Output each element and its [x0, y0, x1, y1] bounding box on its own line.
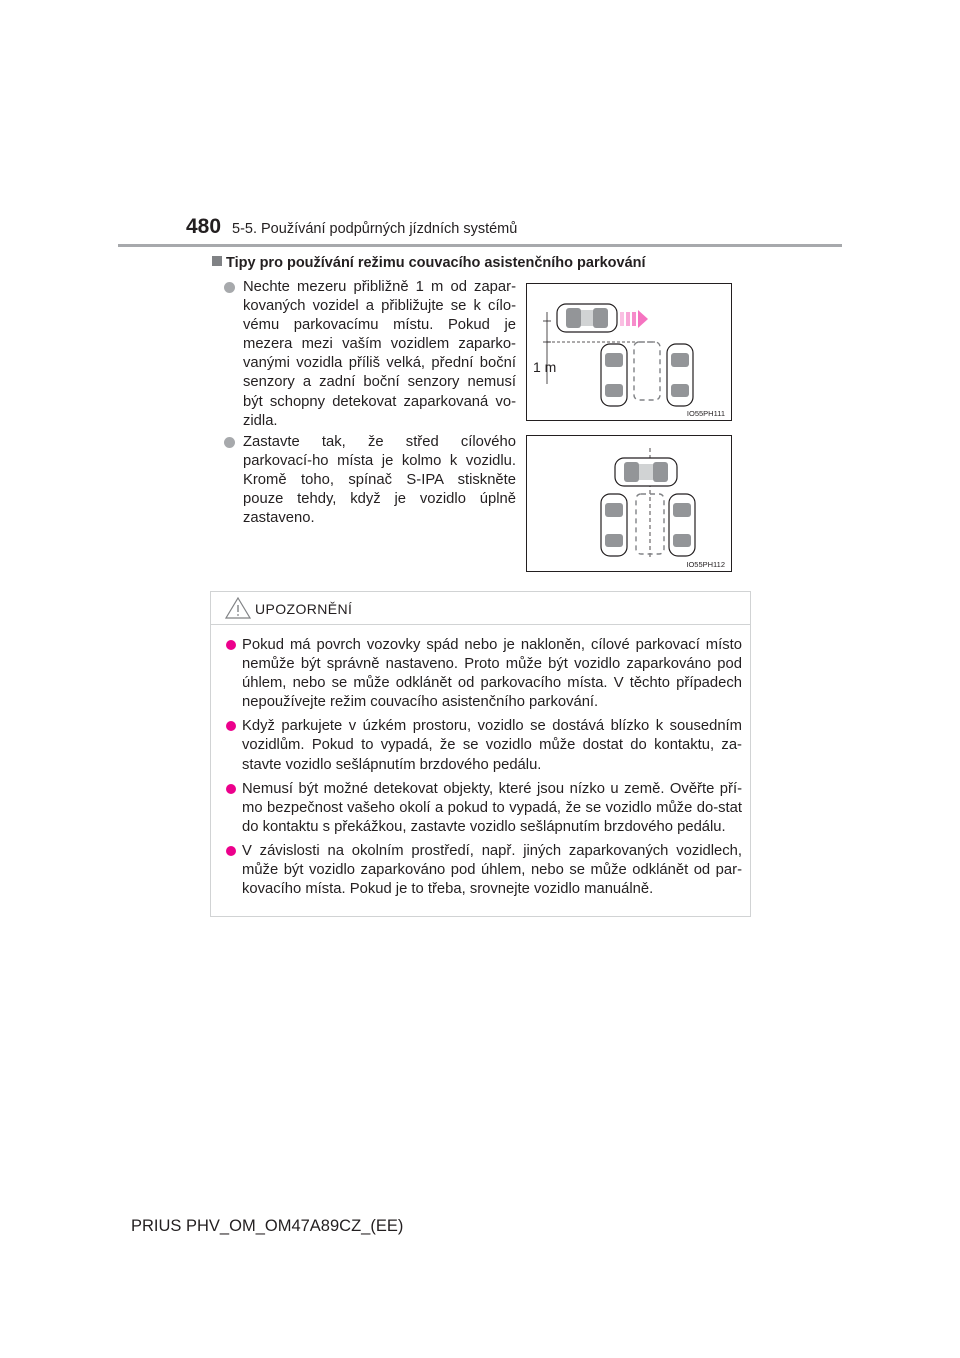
parked-car-right [667, 344, 693, 406]
warning-triangle-icon [225, 597, 251, 619]
moving-car [557, 304, 617, 332]
bullet-icon [226, 846, 236, 856]
square-bullet-icon [212, 256, 222, 266]
tip-item [224, 433, 516, 528]
bullet-icon [226, 784, 236, 794]
warning-box [210, 591, 751, 917]
warning-item [226, 636, 742, 712]
tip-text: Zastavte tak, že střed cílového parkovací-ho místa je kolmo k vozidlu. Kromě toho, spínač S-IPA stiskněte pouze tehdy, když je vozidlo úplně zastaveno. [243, 434, 516, 527]
parking-approach-illustration [527, 284, 731, 420]
document-id: PRIUS PHV_OM_OM47A89CZ_(EE) [131, 1217, 404, 1235]
tip-text: Nechte mezeru přibližně 1 m od zapar-kovaných vozidel a přibližujte se k cílo-vému parkovacímu místu. Pokud je mezera mezi vaším vozidlem zaparko-vanými vozidla příliš velká, přední boční senzory a zadní boční senzory nemusí být schopny detekovat zaparkovaná vo-zidla. [243, 279, 516, 429]
warning-item [226, 717, 742, 774]
bullet-icon [226, 721, 236, 731]
bullet-icon [226, 640, 236, 650]
bullet-icon [224, 437, 235, 448]
parking-approach-figure [526, 283, 732, 421]
warning-title: UPOZORNĚNÍ [255, 601, 353, 617]
section-heading-text: Tipy pro používání režimu couvacího asistenčního parkování [226, 255, 646, 271]
figure-code: IO55PH111 [686, 409, 725, 418]
distance-label: 1 m [533, 359, 557, 375]
parked-car-right [669, 494, 695, 556]
tip-item [224, 278, 516, 431]
direction-arrow-icon [620, 310, 648, 328]
target-parking-space [636, 494, 664, 554]
parked-car-left [601, 344, 627, 406]
chapter-title: 5-5. Používání podpůrných jízdních systémů [232, 221, 518, 237]
figure-code: IO55PH112 [686, 560, 725, 569]
warning-text: V závislosti na okolním prostředí, např. jiných zaparkovaných vozidlech, může být vozidlo zaparkováno pod úhlem, nebo se může odklánět od par-kovacího místa. Pokud je to třeba, srovnejte vozidlo manuálně. [242, 842, 742, 898]
header-divider [118, 244, 842, 247]
warning-list [226, 636, 742, 904]
stopped-car [615, 458, 677, 486]
section-heading [212, 255, 646, 271]
bullet-icon [224, 282, 235, 293]
page-number: 480 [186, 215, 222, 238]
parked-car-left [601, 494, 627, 556]
warning-item [226, 842, 742, 899]
warning-item [226, 780, 742, 837]
warning-header [211, 592, 750, 625]
parking-stop-illustration [527, 436, 731, 571]
warning-text: Když parkujete v úzkém prostoru, vozidlo se dostává blízko k sousedním vozidlům. Pokud to vypadá, že se vozidlo může dostat do kontaktu, za-stavte vozidlo sešlápnutím brzdového pedálu. [242, 718, 742, 773]
warning-text: Nemusí být možné detekovat objekty, které jsou nízko u země. Ověřte pří-mo bezpečnost vašeho okolí a pokud to vypadá, že se vozidlo může do-stat do kontaktu s překážkou, zastavte vozidlo sešlápnutím brzdového pedálu. [242, 780, 742, 835]
parking-stop-figure [526, 435, 732, 572]
warning-text: Pokud má povrch vozovky spád nebo je nakloněn, cílové parkovací místo nemůže být správně nastaveno. Proto může být vozidlo zaparkováno pod úhlem, nebo se může odklánět od parkovacího místa. V těchto případech nepoužívejte režim couvacího asistenčního parkování. [242, 637, 742, 711]
target-parking-space [634, 342, 660, 400]
